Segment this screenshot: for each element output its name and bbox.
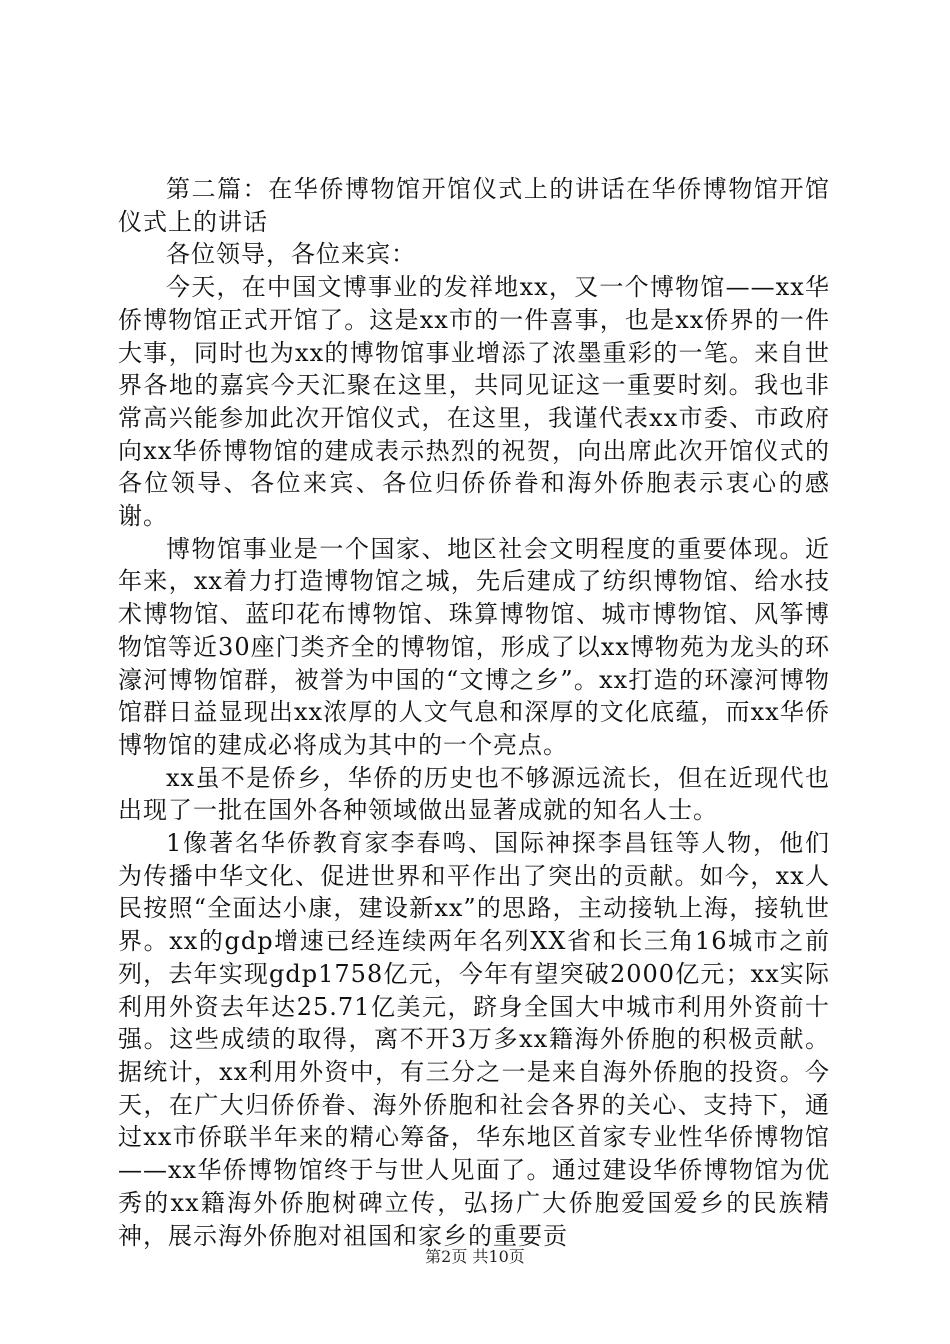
salutation-paragraph: 各位领导，各位来宾：: [166, 240, 416, 269]
page-number-footer: 第2页 共10页: [425, 1247, 525, 1266]
document-title: 第二篇：在华侨博物馆开馆仪式上的讲话在华侨博物馆开馆仪式上的讲话: [118, 175, 830, 236]
document-body: [118, 173, 830, 1252]
body-paragraph: 1像著名华侨教育家李春鸣、国际神探李昌钰等人物，他们为传播中华文化、促进世界和平作出了突出的贡献。如今，xx人民按照“全面达小康，建设新xx”的思路，主动接轨上海，接轨世界。xx的gdp增速已经连续两年名列XX省和长三角16城市之前列，去年实现gdp1758亿元，今年有望突破2000亿元；xx实际利用外资去年达25.71亿美元，跻身全国大中城市利用外资前十强。这些成绩的取得，离不开3万多xx籍海外侨胞的积极贡献。据统计，xx利用外资中，有三分之一是来自海外侨胞的投资。今天，在广大归侨侨眷、海外侨胞和社会各界的关心、支持下，通过xx市侨联半年来的精心筹备，华东地区首家专业性华侨博物馆——xx华侨博物馆终于与世人见面了。通过建设华侨博物馆为优秀的xx籍海外侨胞树碑立传，弘扬广大侨胞爱国爱乡的民族精神，展示海外侨胞对祖国和家乡的重要贡: [118, 829, 830, 1250]
body-paragraph: 今天，在中国文博事业的发祥地xx，又一个博物馆——xx华侨博物馆正式开馆了。这是xx市的一件喜事，也是xx侨界的一件大事，同时也为xx的博物馆事业增添了浓墨重彩的一笔。来自世界各地的嘉宾今天汇聚在这里，共同见证这一重要时刻。我也非常高兴能参加此次开馆仪式，在这里，我谨代表xx市委、市政府向xx华侨博物馆的建成表示热烈的祝贺，向出席此次开馆仪式的各位领导、各位来宾、各位归侨侨眷和海外侨胞表示衷心的感谢。: [118, 273, 830, 531]
body-paragraph: 博物馆事业是一个国家、地区社会文明程度的重要体现。近年来，xx着力打造博物馆之城，先后建成了纺织博物馆、给水技术博物馆、蓝印花布博物馆、珠算博物馆、城市博物馆、风筝博物馆等近30座门类齐全的博物馆，形成了以xx博物苑为龙头的环濠河博物馆群，被誉为中国的“文博之乡”。xx打造的环濠河博物馆群日益显现出xx浓厚的人文气息和深厚的文化底蕴，而xx华侨博物馆的建成必将成为其中的一个亮点。: [118, 534, 830, 759]
body-paragraph: xx虽不是侨乡，华侨的历史也不够源远流长，但在近现代也出现了一批在国外各种领域做出显著成就的知名人士。: [118, 763, 830, 825]
